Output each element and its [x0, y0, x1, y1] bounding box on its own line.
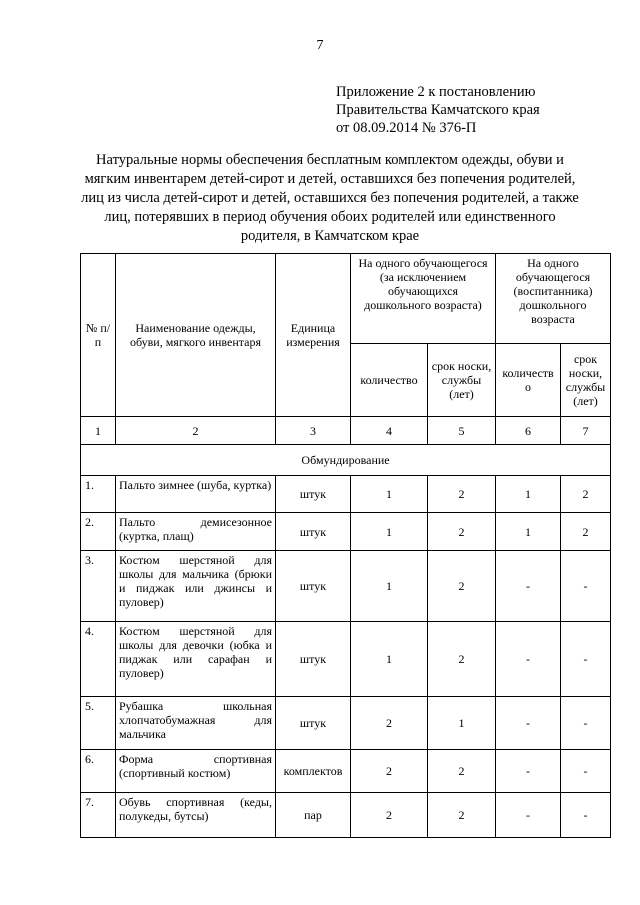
title-line-1: Натуральные нормы обеспечения бесплатным комплектом одежды, обуви и	[96, 152, 564, 168]
row-term-students: 2	[428, 622, 496, 697]
row-term-students: 2	[428, 551, 496, 622]
row-unit: штук	[276, 513, 351, 551]
title-line-2: мягким инвентарем детей-сирот и детей, оставшихся без попечения родителей,	[84, 171, 576, 187]
appendix-line-3: от 08.09.2014 № 376-П	[336, 120, 477, 136]
row-unit: штук	[276, 476, 351, 513]
row-num: 6.	[81, 750, 116, 793]
col-number: 1	[81, 417, 116, 445]
row-term-students: 2	[428, 513, 496, 551]
row-qty-students: 1	[351, 476, 428, 513]
row-term-preschool: -	[561, 750, 611, 793]
section-row	[81, 445, 611, 476]
page-number: 7	[316, 38, 324, 53]
norms-table	[80, 253, 611, 838]
row-term-students: 2	[428, 476, 496, 513]
header-qty-preschool: количеств о	[496, 344, 561, 417]
row-num: 2.	[81, 513, 116, 551]
table-row	[81, 551, 611, 622]
appendix-line-2: Правительства Камчатского края	[336, 102, 540, 118]
title-line-5: родителя, в Камчатском крае	[240, 228, 420, 244]
col-number: 7	[561, 417, 611, 445]
col-number: 4	[351, 417, 428, 445]
table-row	[81, 513, 611, 551]
section-title: Обмундирование	[81, 445, 611, 476]
row-item-name: Костюм шерстяной для школы для девочки (юбка и пиджак или сарафан и пуловер)	[116, 622, 276, 697]
row-num: 4.	[81, 622, 116, 697]
header-term-students: срок носки, службы (лет)	[428, 344, 496, 417]
row-term-preschool: -	[561, 793, 611, 838]
row-unit: комплектов	[276, 750, 351, 793]
column-numbers-row	[81, 417, 611, 445]
row-term-students: 1	[428, 697, 496, 750]
header-qty-students: количество	[351, 344, 428, 417]
table-row	[81, 750, 611, 793]
header-unit: Единица измерения	[276, 254, 351, 417]
appendix-reference	[336, 83, 540, 137]
row-num: 5.	[81, 697, 116, 750]
row-qty-preschool: -	[496, 793, 561, 838]
row-qty-preschool: 1	[496, 476, 561, 513]
header-term-preschool: срок носки, службы (лет)	[561, 344, 611, 417]
row-qty-preschool: -	[496, 551, 561, 622]
row-item-name: Форма спортивная (спортивный костюм)	[116, 750, 276, 793]
row-term-students: 2	[428, 793, 496, 838]
header-row-1	[81, 254, 611, 344]
table-row	[81, 622, 611, 697]
row-term-students: 2	[428, 750, 496, 793]
row-qty-students: 1	[351, 513, 428, 551]
col-number: 5	[428, 417, 496, 445]
row-qty-students: 2	[351, 697, 428, 750]
row-item-name: Пальто зимнее (шуба, куртка)	[116, 476, 276, 513]
row-num: 1.	[81, 476, 116, 513]
document-title	[70, 151, 590, 246]
col-number: 2	[116, 417, 276, 445]
row-item-name: Рубашка школьная хлопчатобумажная для мальчика	[116, 697, 276, 750]
row-term-preschool: -	[561, 697, 611, 750]
row-num: 7.	[81, 793, 116, 838]
row-unit: штук	[276, 697, 351, 750]
table-row	[81, 476, 611, 513]
col-number: 6	[496, 417, 561, 445]
title-line-4: лиц, потерявших в период обучения обоих родителей или единственного	[104, 209, 556, 225]
row-qty-students: 1	[351, 551, 428, 622]
row-unit: штук	[276, 551, 351, 622]
table-row	[81, 697, 611, 750]
row-qty-preschool: -	[496, 697, 561, 750]
header-name: Наименование одежды, обуви, мягкого инвентаря	[116, 254, 276, 417]
title-line-3: лиц из числа детей-сирот и детей, оставшихся без попечения родителей, а также	[81, 190, 579, 206]
row-qty-students: 2	[351, 750, 428, 793]
col-number: 3	[276, 417, 351, 445]
row-unit: пар	[276, 793, 351, 838]
table-row	[81, 793, 611, 838]
row-item-name: Пальто демисезонное (куртка, плащ)	[116, 513, 276, 551]
row-term-preschool: 2	[561, 476, 611, 513]
row-qty-students: 2	[351, 793, 428, 838]
row-item-name: Обувь спортивная (кеды, полукеды, бутсы)	[116, 793, 276, 838]
row-item-name: Костюм шерстяной для школы для мальчика (брюки и пиджак или джинсы и пуловер)	[116, 551, 276, 622]
header-group-students: На одного обучающегося (за исключением обучающихся дошкольного возраста)	[351, 254, 496, 344]
row-qty-preschool: 1	[496, 513, 561, 551]
row-unit: штук	[276, 622, 351, 697]
header-num: № п/п	[81, 254, 116, 417]
appendix-line-1: Приложение 2 к постановлению	[336, 84, 536, 100]
row-qty-preschool: -	[496, 622, 561, 697]
header-group-preschool: На одного обучающегося (воспитанника) дошкольного возраста	[496, 254, 611, 344]
row-qty-preschool: -	[496, 750, 561, 793]
row-qty-students: 1	[351, 622, 428, 697]
row-term-preschool: 2	[561, 513, 611, 551]
row-term-preschool: -	[561, 622, 611, 697]
row-term-preschool: -	[561, 551, 611, 622]
row-num: 3.	[81, 551, 116, 622]
